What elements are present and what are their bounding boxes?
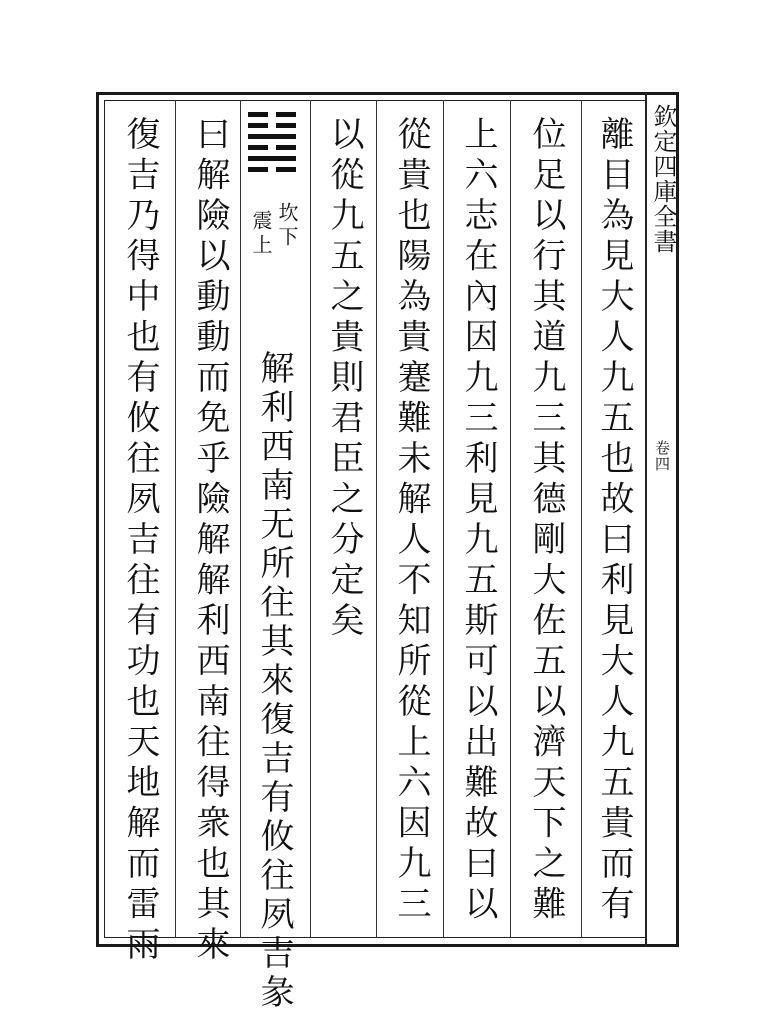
column-rule	[376, 100, 377, 938]
text-column-2: 位足以行其道九三其德剛大佐五以濟天下之難	[526, 116, 566, 926]
column-rule	[175, 100, 176, 938]
lower-trigram: 坎下	[275, 202, 299, 250]
hexagram-line	[248, 112, 296, 117]
hexagram-line	[248, 145, 296, 150]
hexagram-line	[248, 167, 296, 172]
text-column-6: 曰解險以動動而免乎險解解利西南往得衆也其來	[190, 116, 230, 967]
column-rule	[510, 100, 511, 938]
trigram-labels	[244, 202, 304, 322]
text-column-5: 以從九五之貴則君臣之分定矣	[324, 116, 364, 643]
column-rule	[443, 100, 444, 938]
hexagram-line	[248, 156, 296, 161]
column-rule	[240, 100, 241, 938]
text-column-7: 復吉乃得中也有攸往夙吉往有功也天地解而雷雨	[120, 116, 160, 967]
column-rule	[310, 100, 311, 938]
hexagram-line	[248, 134, 296, 139]
book-title: 欽定四庫全書	[649, 104, 677, 254]
text-column-1: 離目為見大人九五也故曰利見大人九五貴而有	[594, 116, 634, 926]
column-rule	[581, 100, 582, 938]
hexagram-column	[244, 112, 304, 1013]
text-column-3: 上六志在內因九三利見九五斯可以出難故曰以	[458, 116, 498, 926]
hexagram-text: 解利西南无所往其來復吉有攸往夙吉彖	[254, 350, 294, 1013]
hexagram-symbol	[248, 112, 296, 178]
volume-label: 卷四	[653, 440, 671, 472]
hexagram-line	[248, 123, 296, 128]
text-column-4: 從貴也陽為貴蹇難未解人不知所從上六因九三	[391, 116, 431, 926]
upper-trigram: 震上	[249, 210, 273, 258]
